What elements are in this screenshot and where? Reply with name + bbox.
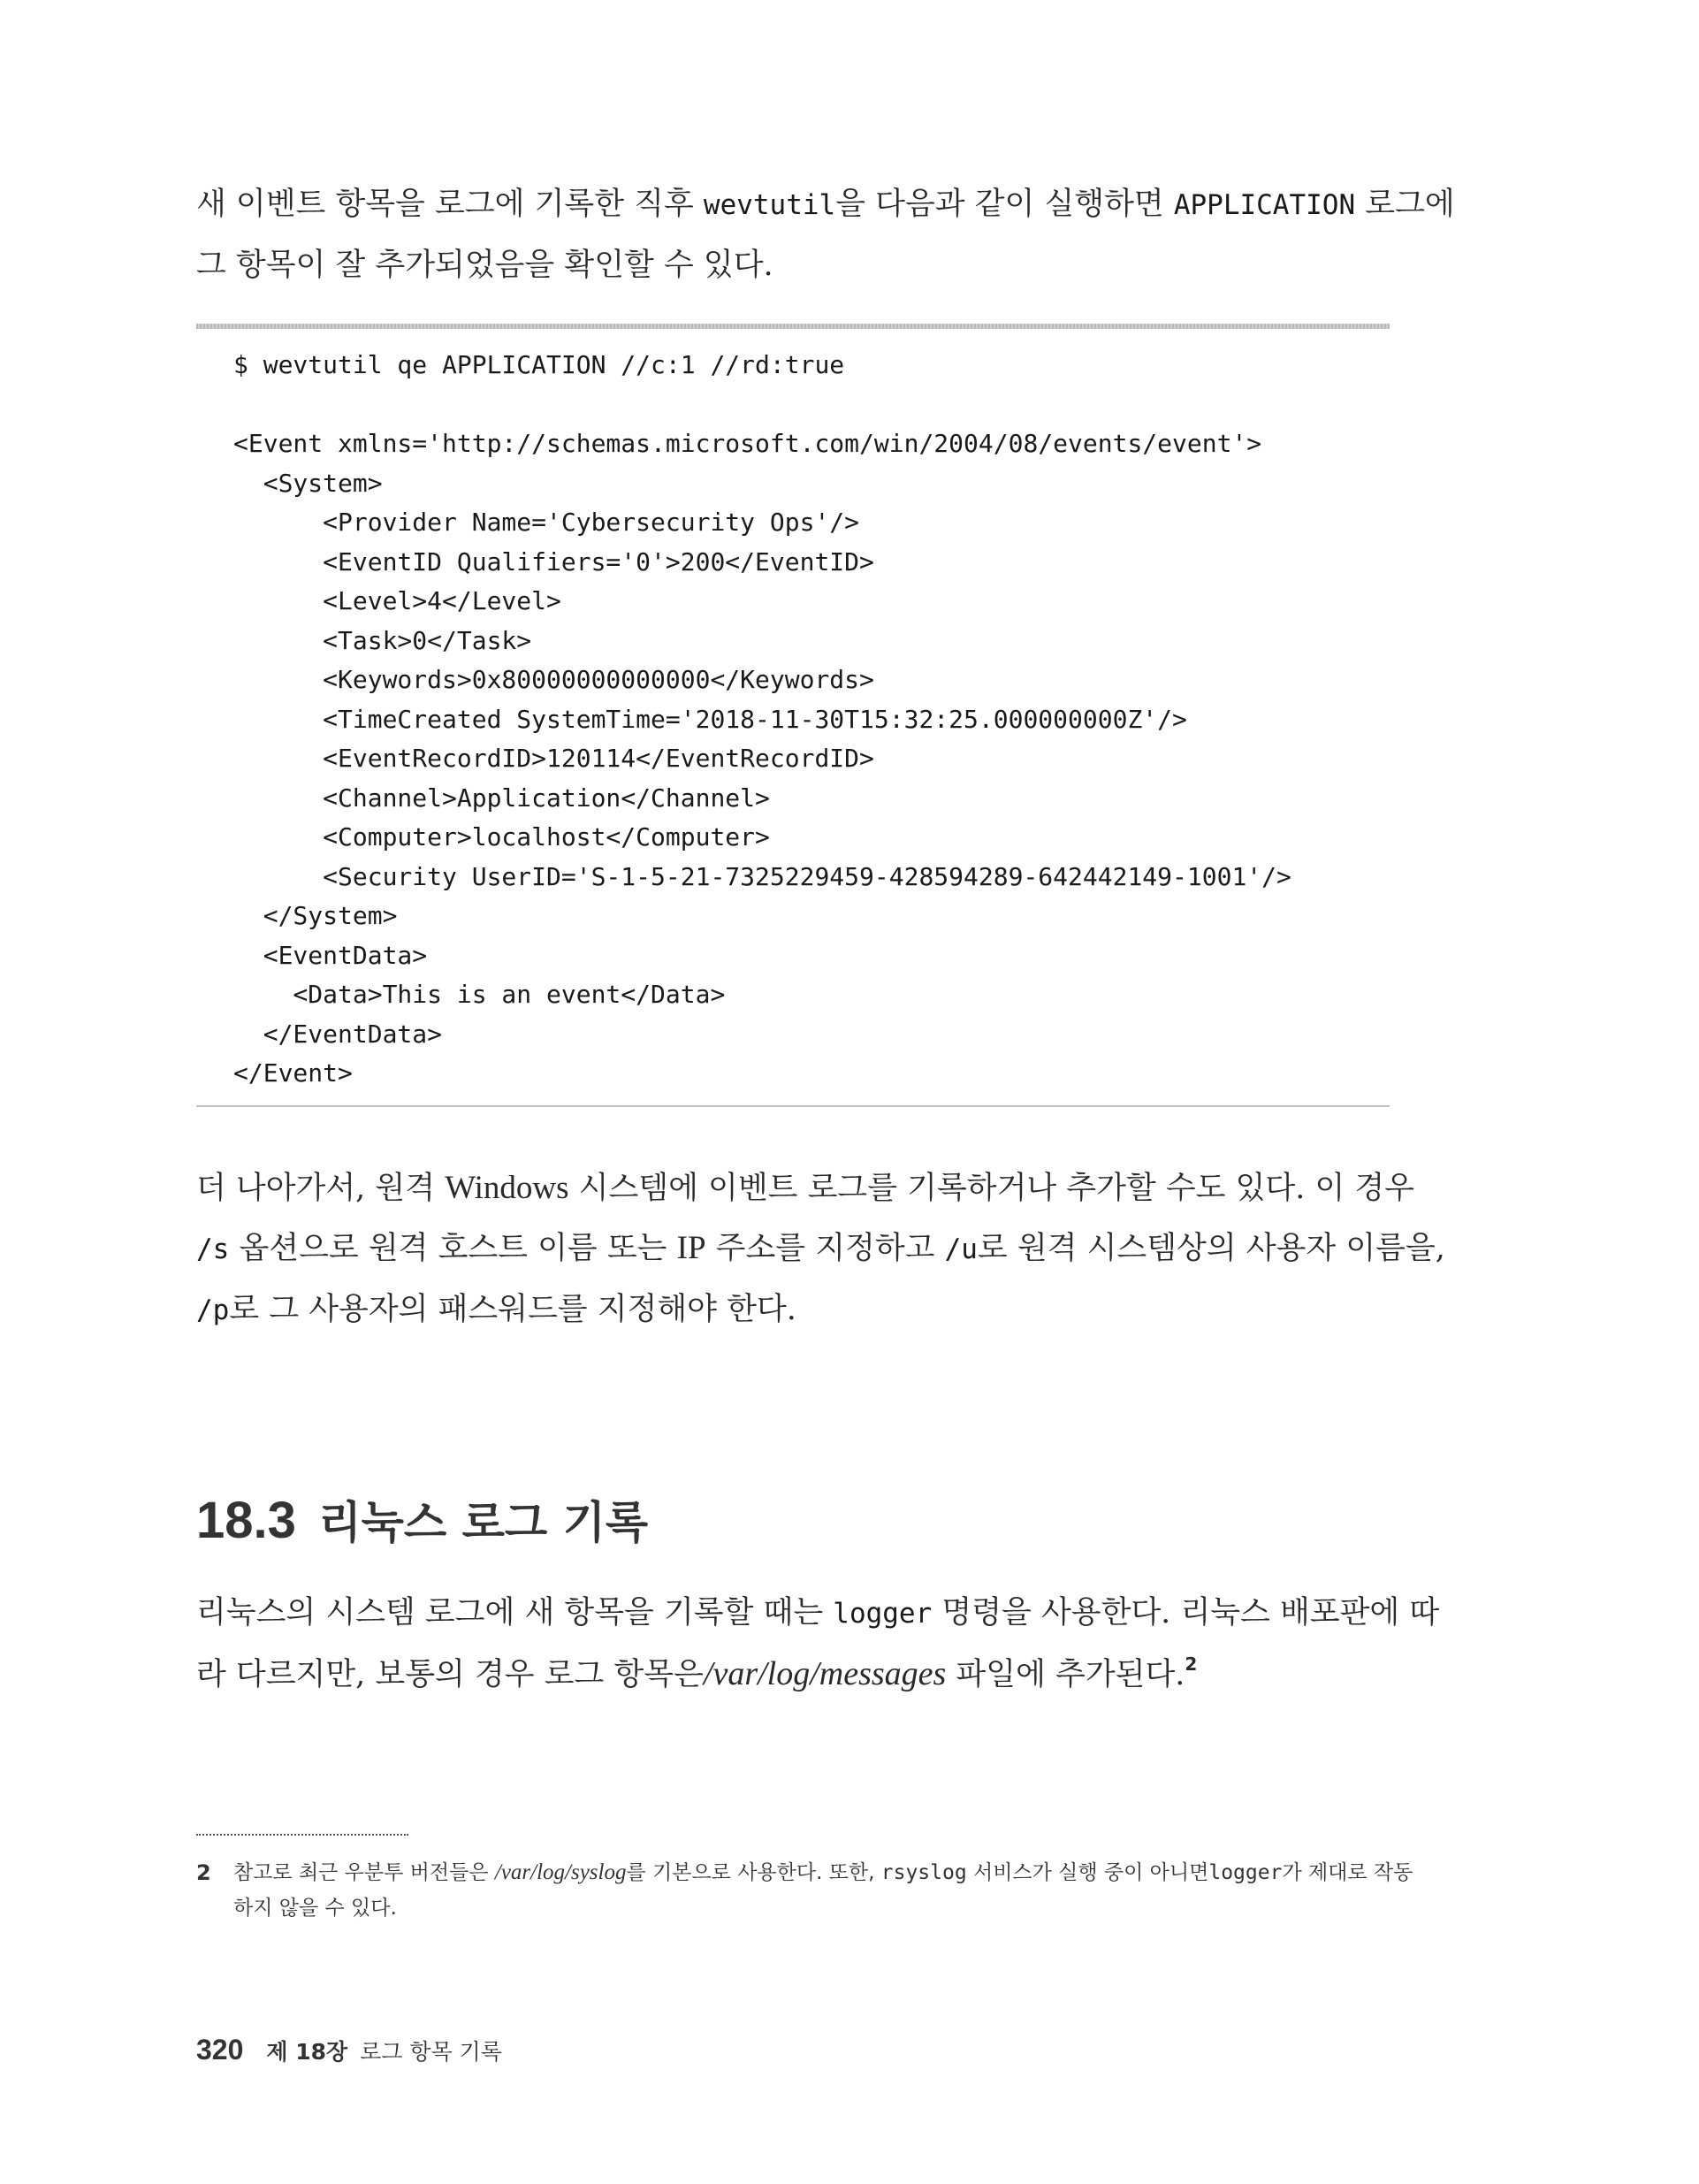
footnote — [196, 1855, 1413, 1926]
syslog-file-path: /var/log/syslog — [494, 1860, 627, 1884]
code-listing: $ wevtutil qe APPLICATION //c:1 //rd:true <Event xmlns='http://schemas.microsoft.com/win/2004/08/events/event'> <System> <Provider Name='Cybersecurity Ops'/> <EventID Qualifiers='0'>200</EventID> <Level>4</Level> <Task>0</Task> <Keywords>0x80000000000000</Keywords> <TimeCreated SystemTime='2018-11-30T15:32:25.000000000Z'/> <EventRecordID>120114</EventRecordID> <Channel>Application</Channel> <Computer>localhost</Computer> <Security UserID='S-1-5-21-7325229459-428594289-642442149-1001'/> </System> <EventData> <Data>This is an event</Data> </EventData> </Event> — [233, 350, 1291, 1088]
section-heading — [196, 1494, 648, 1549]
text-run: 파일에 추가된다. — [946, 1657, 1185, 1692]
text-run: 주소를 지정하고 — [705, 1231, 945, 1266]
windows-word: Windows — [445, 1170, 569, 1206]
footnote-number: 2 — [196, 1860, 211, 1885]
footnote-divider — [196, 1834, 408, 1836]
inline-code-s-option: /s — [196, 1233, 230, 1265]
chapter-title: 로그 항목 기록 — [360, 2039, 502, 2065]
text-run: 리눅스의 시스템 로그에 새 항목을 기록할 때는 — [196, 1595, 834, 1630]
inline-code-application: APPLICATION — [1173, 189, 1356, 221]
inline-code-logger: logger — [833, 1598, 933, 1630]
linux-logging-line-1 — [196, 1583, 1440, 1644]
section-title: 리눅스 로그 기록 — [318, 1497, 649, 1548]
text-run: 가 제대로 작동 — [1282, 1861, 1413, 1884]
inline-code-u-option: /u — [944, 1233, 978, 1265]
footnote-line-1 — [233, 1855, 1413, 1890]
text-run: 서비스가 실행 중이 아니면 — [966, 1861, 1209, 1884]
chapter-number: 제 18장 — [266, 2039, 348, 2065]
intro-paragraph-line-1 — [196, 174, 1455, 235]
remote-logging-line-2 — [196, 1218, 1445, 1279]
section-number: 18.3 — [196, 1492, 296, 1549]
text-run: 새 이벤트 항목을 로그에 기록한 직후 — [196, 187, 704, 222]
text-run: 로 원격 시스템상의 사용자 이름을, — [977, 1231, 1445, 1266]
ip-word: IP — [676, 1230, 706, 1266]
code-block-bottom-rule — [196, 1105, 1390, 1107]
text-run: 시스템에 이벤트 로그를 기록하거나 추가할 수도 있다. 이 경우 — [568, 1171, 1415, 1206]
messages-file-path: /var/log/messages — [703, 1655, 947, 1692]
linux-logging-line-2 — [196, 1644, 1390, 1705]
text-run: 라 다르지만, 보통의 경우 로그 항목은 — [196, 1657, 704, 1692]
text-run: 를 기본으로 사용한다. 또한, — [626, 1861, 881, 1884]
text-run: 참고로 최근 우분투 버전들은 — [233, 1861, 495, 1884]
text-run: 로 그 사용자의 패스워드를 지정해야 한다. — [229, 1292, 796, 1327]
intro-paragraph-line-2: 그 항목이 잘 추가되었음을 확인할 수 있다. — [196, 248, 773, 283]
inline-code-wevtutil: wevtutil — [703, 189, 836, 221]
remote-logging-line-1 — [196, 1158, 1415, 1218]
text-run: 명령을 사용한다. 리눅스 배포판에 따 — [932, 1595, 1440, 1630]
text-run: 을 다음과 같이 실행하면 — [835, 187, 1174, 222]
footnote-line-2: 하지 않을 수 있다. — [233, 1897, 397, 1920]
code-block-top-rule — [196, 324, 1390, 329]
remote-logging-paragraph — [196, 1158, 1445, 1340]
text-run: 옵션으로 원격 호스트 이름 또는 — [229, 1231, 677, 1266]
page-footer — [196, 2034, 502, 2066]
inline-code-rsyslog: rsyslog — [880, 1861, 967, 1884]
inline-code-logger-footnote: logger — [1208, 1861, 1283, 1884]
intro-paragraph — [196, 174, 1455, 295]
inline-code-p-option: /p — [196, 1294, 230, 1326]
page-number: 320 — [196, 2034, 244, 2066]
remote-logging-line-3 — [196, 1279, 1390, 1340]
text-run: 로그에 — [1355, 187, 1455, 222]
linux-logging-paragraph — [196, 1583, 1440, 1705]
text-run: 더 나아가서, 원격 — [196, 1171, 446, 1206]
footnote-reference[interactable]: 2 — [1185, 1653, 1198, 1675]
